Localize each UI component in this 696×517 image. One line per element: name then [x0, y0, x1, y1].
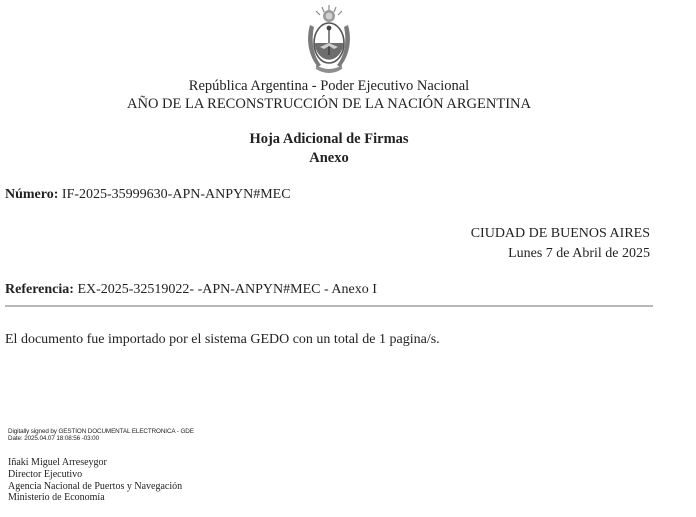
signer-title: Director Ejecutivo	[8, 469, 83, 480]
divider	[5, 305, 653, 307]
digital-signature-date: Date: 2025.04.07 18:08:56 -03:00	[8, 435, 99, 442]
numero-row	[5, 187, 291, 203]
digital-signature-line: Digitally signed by GESTION DOCUMENTAL ELECTRONICA - GDE	[8, 428, 194, 435]
referencia-value: EX-2025-32519022- -APN-ANPYN#MEC - Anexo I	[77, 282, 377, 297]
header-year-motto: AÑO DE LA RECONSTRUCCIÓN DE LA NACIÓN ARGENTINA	[127, 96, 531, 112]
date: Lunes 7 de Abril de 2025	[508, 246, 650, 261]
header-government: República Argentina - Poder Ejecutivo Nacional	[188, 78, 470, 94]
referencia-row	[5, 282, 377, 298]
document-subtitle: Anexo	[309, 150, 349, 166]
signer-name: Iñaki Miguel Arreseygor	[8, 457, 107, 468]
signer-ministry: Ministerio de Economía	[8, 492, 105, 503]
document-title: Hoja Adicional de Firmas	[249, 131, 409, 147]
numero-label: Número:	[5, 187, 59, 202]
signer-agency: Agencia Nacional de Puertos y Navegación	[8, 481, 183, 492]
place: CIUDAD DE BUENOS AIRES	[470, 226, 650, 241]
referencia-label: Referencia:	[5, 282, 74, 297]
numero-value: IF-2025-35999630-APN-ANPYN#MEC	[61, 187, 291, 202]
body-text: El documento fue importado por el sistema GEDO con un total de 1 pagina/s.	[5, 332, 440, 347]
coat-of-arms-icon	[304, 3, 354, 79]
